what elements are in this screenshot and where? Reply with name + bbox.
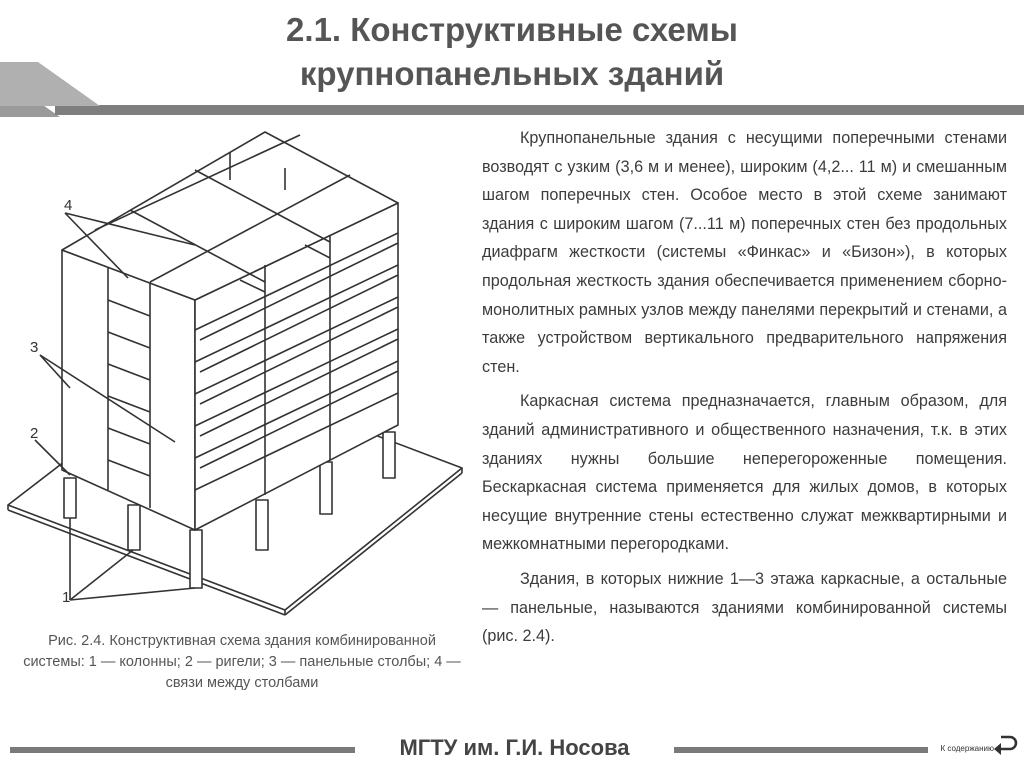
title-line-1: 2.1. Конструктивные схемы [286, 11, 738, 48]
footer-rule-right [674, 747, 928, 753]
footer-rule-left [10, 747, 355, 753]
return-arrow-icon[interactable] [992, 733, 1020, 757]
building-diagram [0, 125, 470, 630]
title-underline-bar [0, 103, 1024, 117]
title-bar-wedge [0, 62, 110, 112]
paragraph-1: Крупнопанельные здания с несущими поперечными стенами возводят с узким (3,6 м и менее), широким (4,2... 11 м) и смешанным шагом поперечных стен. Особое место в этой схеме занимают здания с широким шагом (7...11 м) поперечных стен без продольных диафрагм жесткости (системы «Финкас» и «Бизон»), в которых продольная жесткость здания обеспечивается применением сборно-монолитных рамных узлов между панелями перекрытий и стенами, а также устройством вертикального предварительного напряжения стен. [482, 129, 1007, 376]
paragraph-2: Каркасная система предназначается, главным образом, для зданий административного и общественного назначения, т.к. в этих зданиях нужны большие неперегороженные помещения. Бескаркасная система применяется для жилых домов, в которых несущие внутренние стены естественно служат межквартирными и межкомнатными перегородками. [482, 392, 1007, 554]
figure-label-2: 2 [30, 425, 39, 442]
figure-caption: Рис. 2.4. Конструктивная схема здания комбинированной системы: 1 — колонны; 2 — ригели; 3 — панельные столбы; 4 — связи между столбами [23, 633, 461, 691]
figure-label-4: 4 [64, 197, 73, 214]
figure-label-1: 1 [62, 589, 71, 606]
slide-title [0, 8, 1024, 96]
table-of-contents-link[interactable]: К содержанию [940, 744, 994, 753]
paragraph-3: Здания, в которых нижние 1—3 этажа каркасные, а остальные — панельные, называются зданиями комбинированной системы (рис. 2.4). [482, 569, 1007, 646]
figure-label-3: 3 [30, 339, 39, 356]
title-line-2: крупнопанельных зданий [299, 55, 725, 92]
footer-institution: МГТУ им. Г.И. Носова [399, 735, 630, 760]
body-text [482, 124, 1007, 651]
